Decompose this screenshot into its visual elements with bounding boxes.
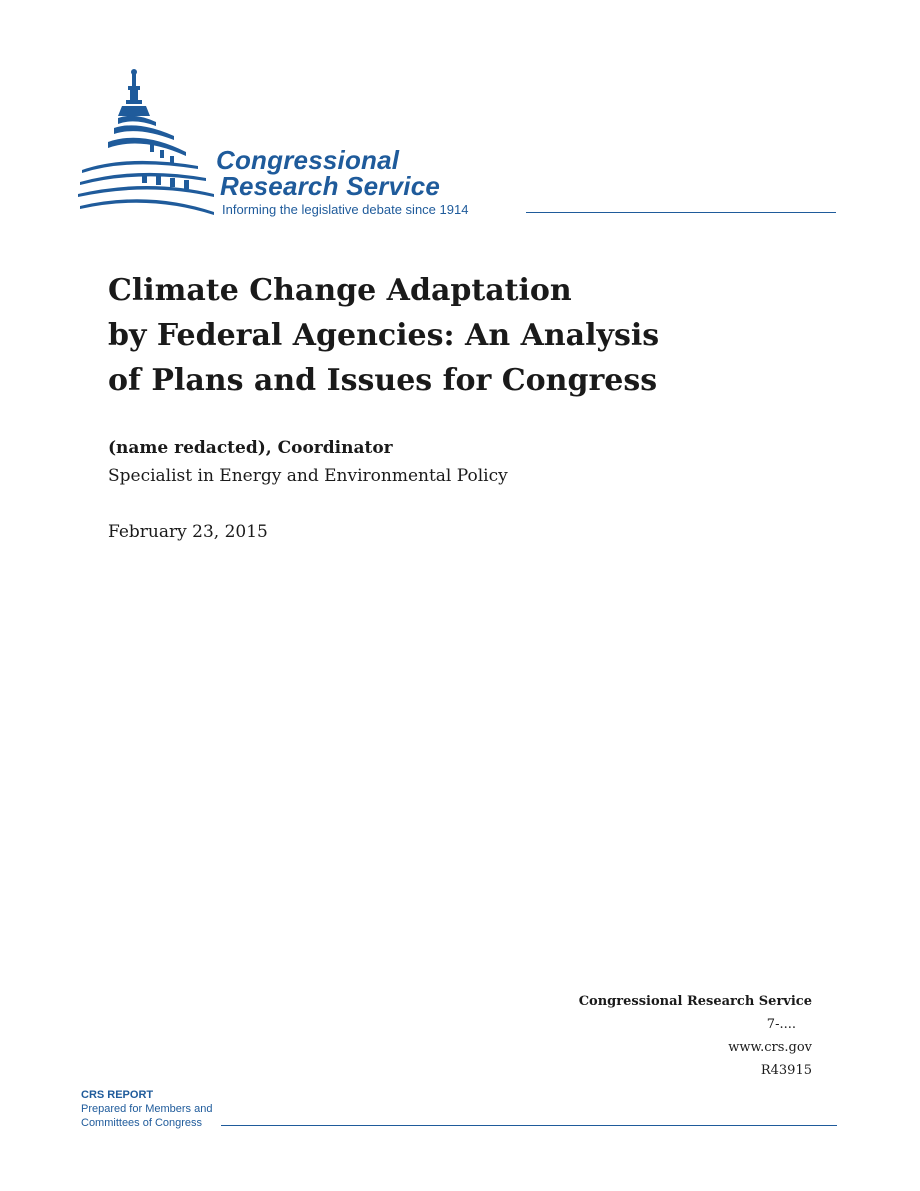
capitol-dome-icon: [78, 66, 218, 218]
logo-name-line2: Research Service: [220, 171, 441, 201]
info-website[interactable]: www.crs.gov: [728, 1040, 812, 1055]
logo-tagline: Informing the legislative debate since 1914: [222, 202, 469, 217]
footer-title: CRS REPORT: [81, 1089, 154, 1101]
title-line1: Climate Change Adaptation: [108, 273, 572, 308]
footer-line1: Prepared for Members and: [81, 1103, 213, 1115]
info-code: 7-....: [766, 1017, 796, 1032]
report-date: February 23, 2015: [108, 522, 268, 542]
info-report-number: R43915: [760, 1063, 812, 1078]
author-role: Specialist in Energy and Environmental Policy: [108, 466, 508, 486]
crs-logo: [78, 66, 838, 226]
info-org: Congressional Research Service: [578, 994, 812, 1009]
footer-divider: [221, 1125, 837, 1126]
title-line2: by Federal Agencies: An Analysis: [108, 318, 660, 353]
title-line3: of Plans and Issues for Congress: [108, 363, 658, 398]
footer-line2: Committees of Congress: [81, 1117, 203, 1129]
author-name: (name redacted), Coordinator: [108, 438, 393, 458]
logo-name-line1: Congressional: [216, 145, 400, 175]
logo-divider: [526, 212, 836, 213]
footer: [81, 1089, 837, 1133]
report-title: [108, 268, 728, 403]
report-info-block: [579, 990, 812, 1082]
